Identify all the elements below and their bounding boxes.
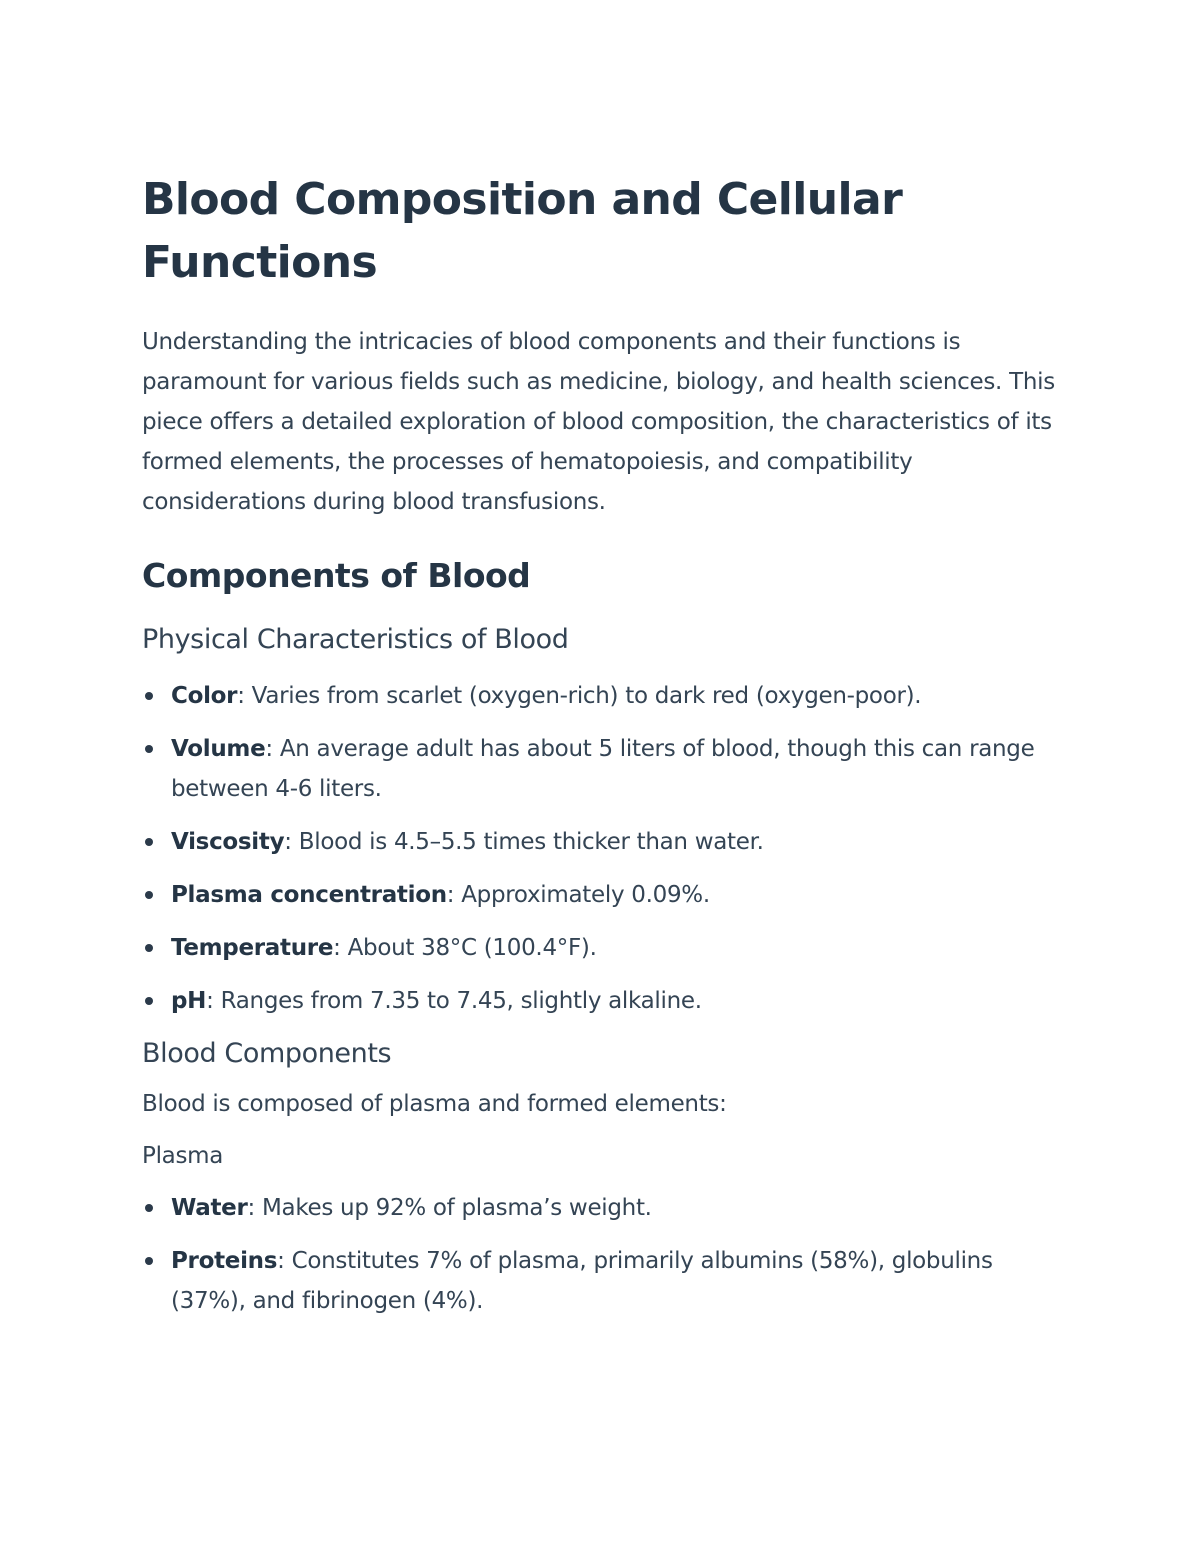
list-item-separator: :: [247, 1195, 255, 1221]
bullet-dot-icon: [145, 1257, 153, 1265]
list-item-term: Proteins: [171, 1248, 278, 1274]
list-item-term: pH: [171, 988, 207, 1014]
subheading-blood-components: Blood Components: [142, 1038, 392, 1069]
list-item: [142, 928, 1062, 968]
bullet-dot-icon: [145, 745, 153, 753]
list-item: [142, 981, 1062, 1021]
list-item-term: Water: [171, 1195, 248, 1221]
page-title: Blood Composition and Cellular Functions: [142, 174, 903, 288]
list-item-text: Constitutes 7% of plasma, primarily albumins (58%), globulins (37%), and fibrinogen (4%).: [171, 1248, 993, 1314]
bullet-dot-icon: [145, 1204, 153, 1212]
list-item-separator: :: [206, 988, 214, 1014]
list-item: [142, 729, 1062, 809]
list-item-separator: :: [237, 683, 245, 709]
list-item-text: Makes up 92% of plasma’s weight.: [254, 1195, 652, 1221]
list-item-separator: :: [446, 882, 455, 908]
bullet-dot-icon: [145, 692, 153, 700]
bullet-dot-icon: [145, 838, 153, 846]
list-item: [142, 676, 1062, 716]
list-item-text: Ranges from 7.35 to 7.45, slightly alkaline.: [213, 988, 702, 1014]
bullet-dot-icon: [145, 944, 153, 952]
document-page: [142, 168, 1062, 1334]
physical-characteristics-list: [142, 676, 1062, 1021]
intro-paragraph: Understanding the intricacies of blood components and their functions is paramount for various fields such as medicine, biology, and health sciences. This piece offers a detailed exploration of blood composition, the characteristics of its formed elements, the processes of hematopoiesis, and compatibility considerations during blood transfusions.: [142, 329, 1055, 515]
subheading-physical-characteristics: Physical Characteristics of Blood: [142, 624, 569, 655]
bullet-dot-icon: [145, 891, 153, 899]
list-item-separator: :: [284, 829, 292, 855]
list-item-text: Blood is 4.5–5.5 times thicker than water.: [291, 829, 764, 855]
components-intro: Blood is composed of plasma and formed elements:: [142, 1091, 727, 1117]
list-item-term: Temperature: [171, 935, 334, 961]
list-item: [142, 1188, 1062, 1228]
list-item-term: Plasma concentration: [171, 882, 447, 908]
list-item-term: Viscosity: [171, 829, 285, 855]
list-item-separator: :: [277, 1248, 285, 1274]
list-item-text: About 38°C (100.4°F).: [340, 935, 597, 961]
plasma-list: [142, 1188, 1062, 1321]
list-item-text: Approximately 0.09%.: [454, 882, 710, 908]
list-item: [142, 1241, 1062, 1321]
list-item: [142, 822, 1062, 862]
section-heading-components: Components of Blood: [142, 556, 531, 595]
list-item-separator: :: [333, 935, 341, 961]
list-item-separator: :: [265, 736, 273, 762]
plasma-heading: Plasma: [142, 1143, 224, 1169]
bullet-dot-icon: [145, 997, 153, 1005]
list-item-text: Varies from scarlet (oxygen-rich) to dark red (oxygen-poor).: [244, 683, 922, 709]
list-item-term: Volume: [171, 736, 266, 762]
list-item: [142, 875, 1062, 915]
list-item-term: Color: [171, 683, 238, 709]
list-item-text: An average adult has about 5 liters of blood, though this can range between 4-6 liters.: [171, 736, 1035, 802]
